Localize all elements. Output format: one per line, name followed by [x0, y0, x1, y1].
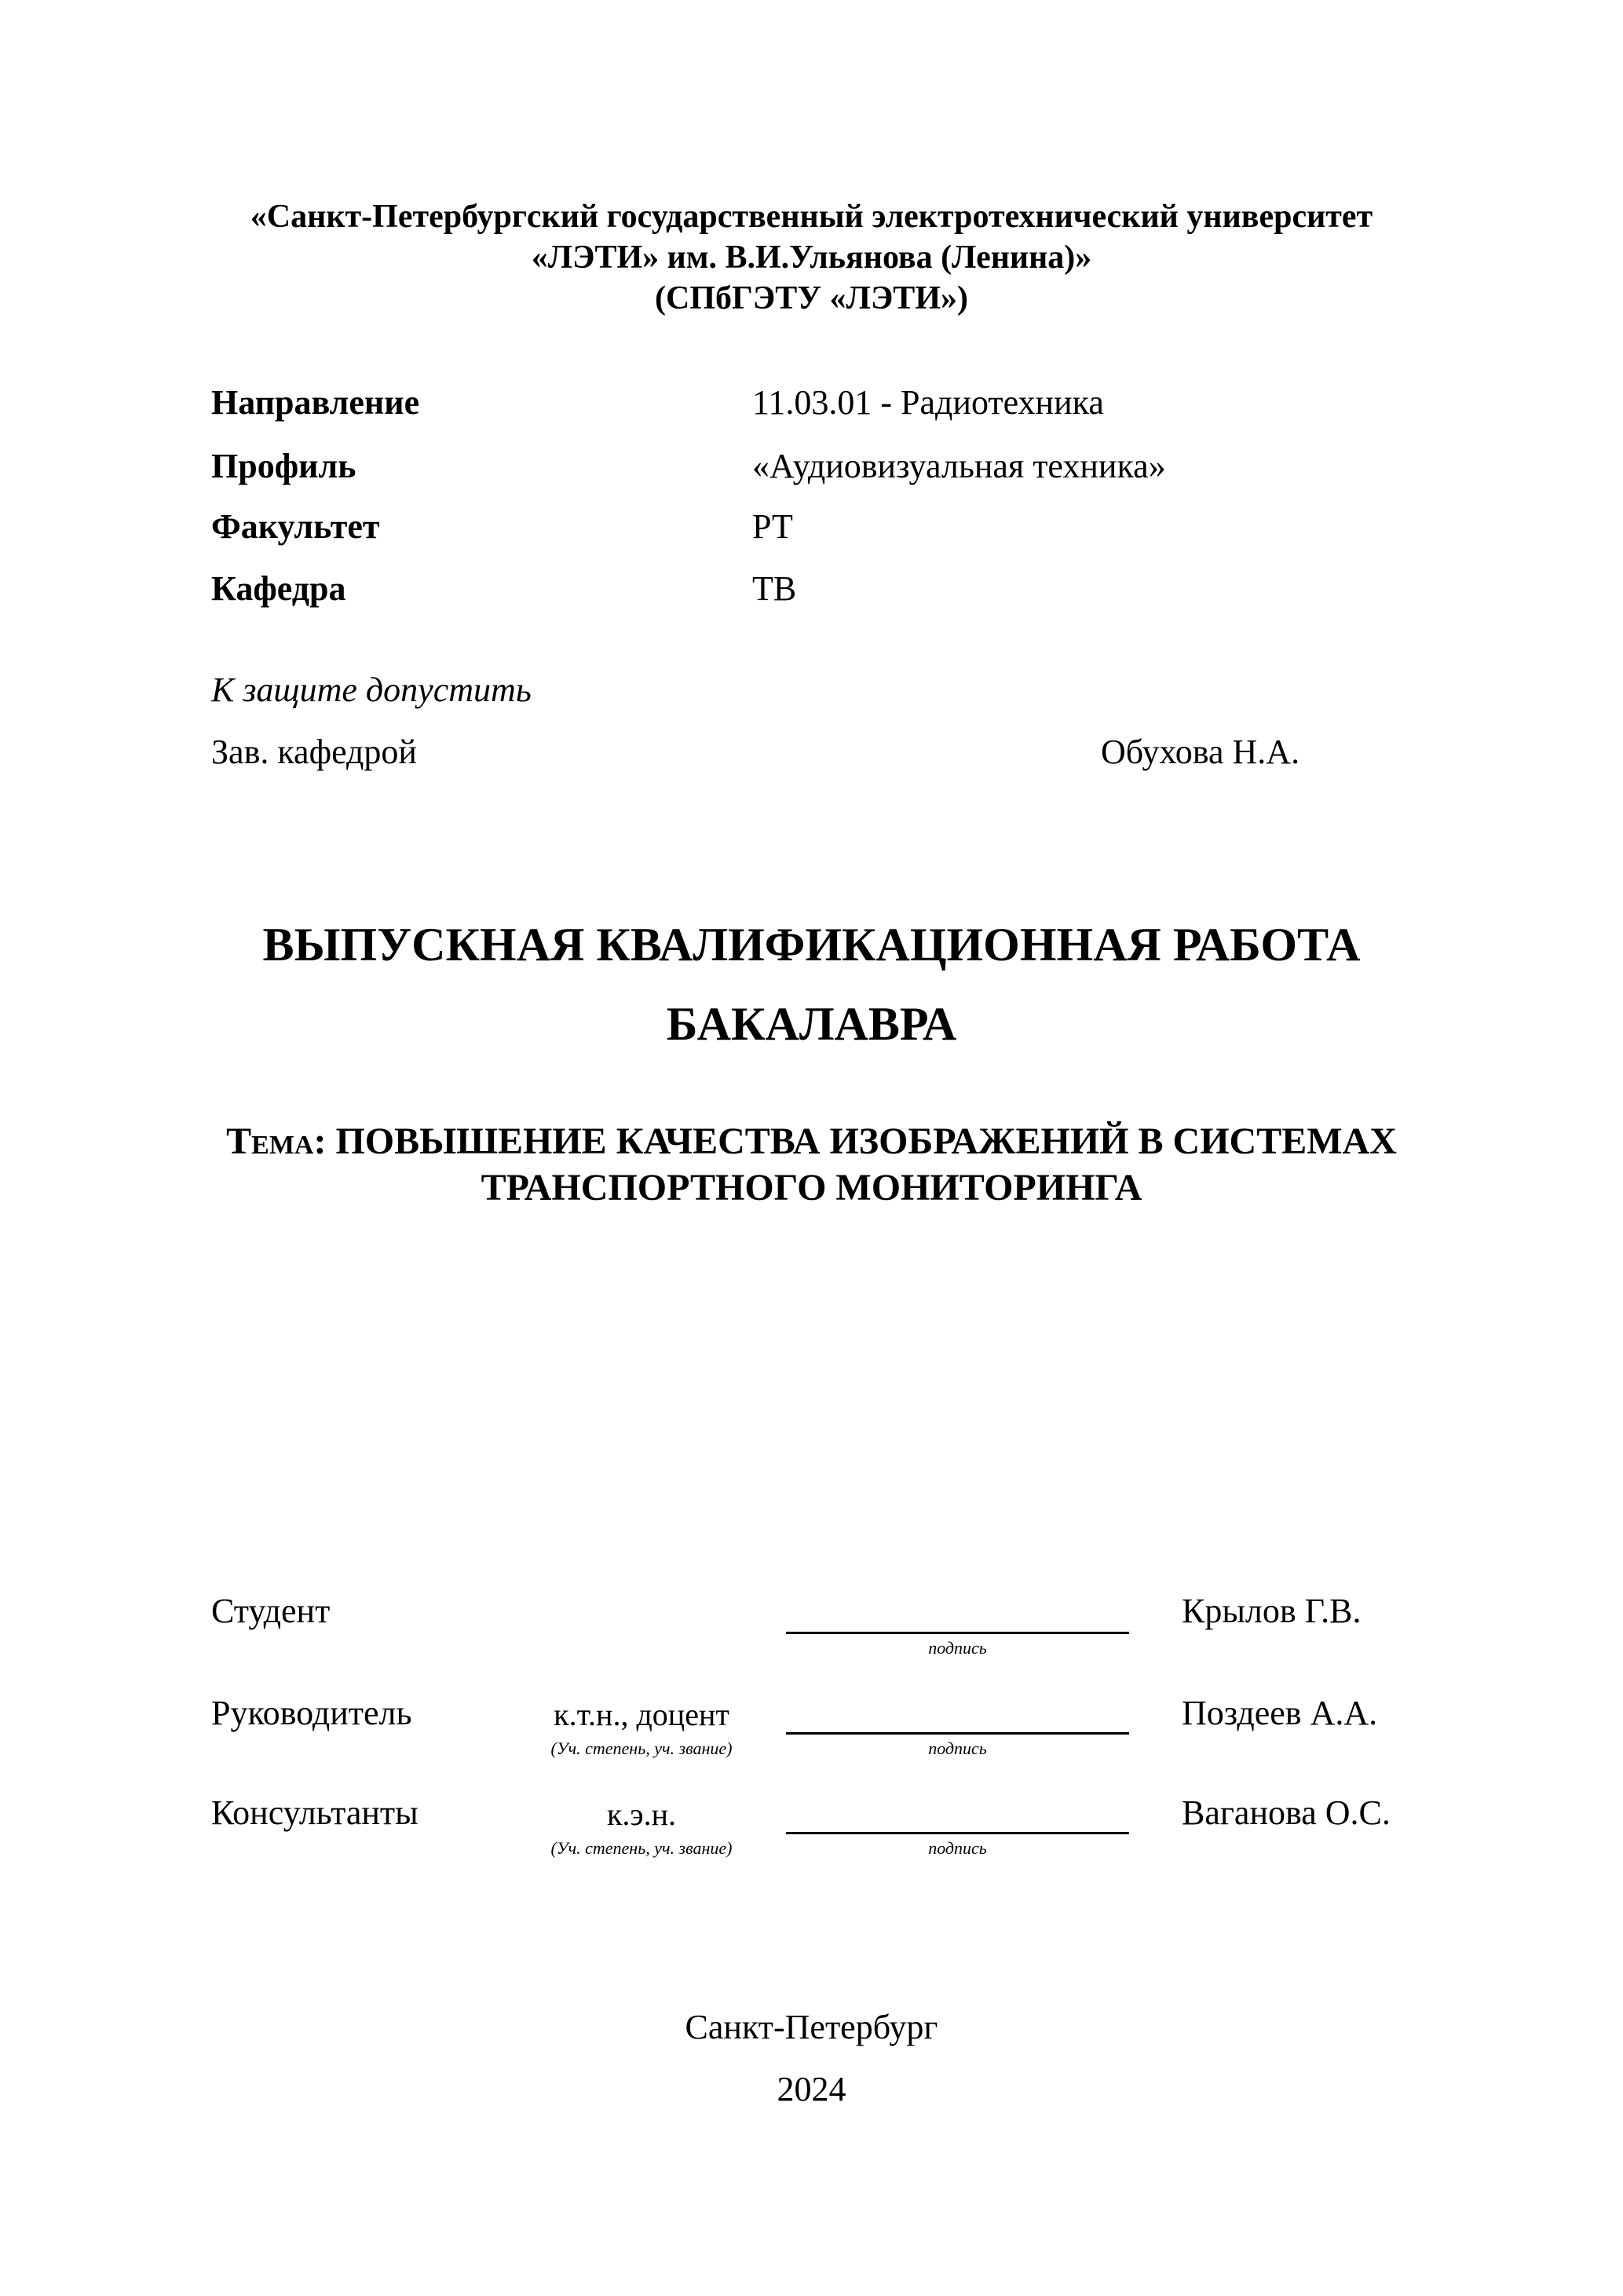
approval-name: Обухова Н.А.	[1101, 733, 1300, 771]
signature-caption: подпись	[928, 1738, 987, 1758]
signature-degree: к.т.н., доцент	[554, 1697, 729, 1732]
degree-caption: (Уч. степень, уч. звание)	[550, 1838, 733, 1858]
title-line-1: ВЫПУСКНАЯ КВАЛИФИКАЦИОННАЯ РАБОТА	[262, 919, 1361, 971]
signature-caption: подпись	[928, 1638, 987, 1658]
signature-degree: к.э.н.	[606, 1797, 676, 1832]
footer-year: 2024	[777, 2070, 846, 2108]
footer-city: Санкт-Петербург	[685, 2008, 938, 2046]
signature-caption: подпись	[928, 1838, 987, 1858]
info-value-profile: «Аудиовизуальная техника»	[752, 447, 1166, 485]
signature-role: Руководитель	[211, 1694, 412, 1732]
signature-line	[786, 1732, 1129, 1735]
info-label-profile: Профиль	[211, 447, 356, 485]
header-line-2: «ЛЭТИ» им. В.И.Ульянова (Ленина)»	[531, 239, 1092, 276]
signature-role: Консультанты	[211, 1793, 419, 1832]
signature-line	[786, 1832, 1129, 1834]
signature-name: Поздеев А.А.	[1182, 1694, 1378, 1732]
info-label-direction: Направление	[211, 383, 420, 422]
header-line-1: «Санкт-Петербургский государственный электротехнический университет	[250, 199, 1373, 235]
topic-line-2: ТРАНСПОРТНОГО МОНИТОРИНГА	[481, 1167, 1142, 1208]
info-value-department: ТВ	[752, 569, 797, 608]
header-line-3: (СПбГЭТУ «ЛЭТИ»)	[655, 280, 968, 316]
approval-heading: К защите допустить	[211, 671, 532, 709]
info-value-faculty: РТ	[752, 507, 793, 546]
signature-name: Крылов Г.В.	[1182, 1592, 1362, 1630]
info-value-direction: 11.03.01 - Радиотехника	[752, 383, 1104, 422]
topic-line-1: ПОВЫШЕНИЕ КАЧЕСТВА ИЗОБРАЖЕНИЙ В СИСТЕМАХ	[335, 1121, 1397, 1162]
signature-role: Студент	[211, 1592, 331, 1630]
info-label-faculty: Факультет	[211, 507, 380, 546]
signature-name: Ваганова О.С.	[1182, 1793, 1391, 1832]
topic-prefix: Тема:	[226, 1121, 327, 1162]
signature-line	[786, 1632, 1129, 1634]
title-line-2: БАКАЛАВРА	[666, 998, 957, 1050]
approval-role: Зав. кафедрой	[211, 733, 417, 771]
info-label-department: Кафедра	[211, 569, 346, 608]
degree-caption: (Уч. степень, уч. звание)	[550, 1738, 733, 1758]
